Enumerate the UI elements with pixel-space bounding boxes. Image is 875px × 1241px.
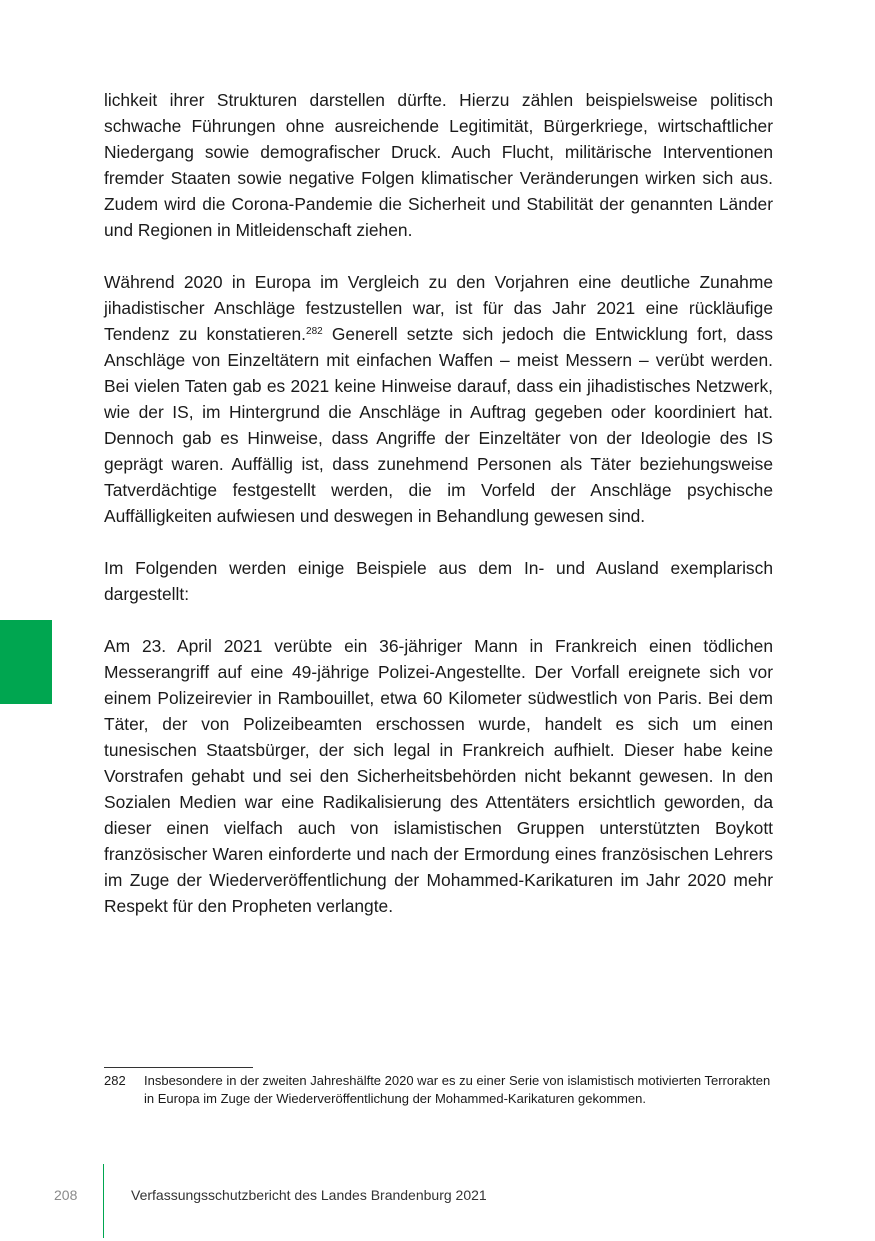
body-paragraph-4: Am 23. April 2021 verübte ein 36-jähriger Mann in Frankreich einen tödlichen Messerangriff auf eine 49-jährige Polizei-Angestellte. Der Vorfall ereignete sich vor einem Polizeirevier in Rambouillet, etwa 60 Kilometer südwestlich von Paris. Bei dem Täter, der von Polizeibeamten erschossen wurde, handelt es sich um einen tunesischen Staatsbürger, der sich legal in Frankreich aufhielt. Dieser habe keine Vorstrafen gehabt und sei den Sicherheitsbehörden nicht bekannt gewesen. In den Sozialen Medien war eine Radikalisierung des Attentäters ersichtlich geworden, da dieser einen vielfach auch von islamistischen Gruppen unterstützten Boykott französischer Waren einforderte und nach der Ermordung eines französischen Lehrers im Zuge der Wiederveröffentlichung der Mohammed-Karikaturen im Jahr 2020 mehr Respekt für den Propheten verlangte. — [104, 636, 773, 916]
main-content — [104, 87, 773, 945]
footnote-number: 282 — [104, 1073, 126, 1088]
footer-divider — [103, 1164, 104, 1238]
page-number: 208 — [54, 1187, 78, 1203]
footnote-text: Insbesondere in der zweiten Jahreshälfte 2020 war es zu einer Serie von islamistisch motivierten Terrorakten in Europa im Zuge der Wiederveröffentlichung der Mohammed-Karikaturen gekommen. — [144, 1073, 771, 1106]
footnote-separator — [104, 1067, 253, 1068]
paragraph-2-text-after: Generell setzte sich jedoch die Entwicklung fort, dass Anschläge von Einzeltätern mit einfachen Waffen – meist Messern – verübt werden. Bei vielen Taten gab es 2021 keine Hinweise darauf, dass ein jihadistisches Netzwerk, wie der IS, im Hintergrund die Anschläge in Auftrag gegeben oder koordiniert hat. Dennoch gab es Hinweise, dass Angriffe der Einzeltäter von der Ideologie des IS geprägt waren. Auffällig ist, dass zunehmend Personen als Täter beziehungsweise Tatverdächtige festgestellt werden, die im Vorfeld der Anschläge psychische Auffälligkeiten aufwiesen und deswegen in Behandlung gewesen sind. — [104, 324, 773, 526]
footnote-282 — [104, 1072, 773, 1108]
paragraph-2-text-before: Während 2020 in Europa im Vergleich zu den Vorjahren eine deutliche Zunahme jihadistischer Anschläge festzustellen war, ist für das Jahr 2021 eine rückläufige Tendenz zu konstatieren. — [104, 272, 773, 344]
chapter-marker-tab — [0, 620, 52, 704]
running-footer-title: Verfassungsschutzbericht des Landes Brandenburg 2021 — [131, 1187, 487, 1203]
body-paragraph-3: Im Folgenden werden einige Beispiele aus dem In- und Ausland exemplarisch dargestellt: — [104, 558, 773, 604]
body-paragraph-2 — [104, 269, 773, 529]
footnote-reference-282[interactable]: 282 — [306, 326, 323, 337]
body-paragraph-1: lichkeit ihrer Strukturen darstellen dürfte. Hierzu zählen beispielsweise politisch schwache Führungen ohne ausreichende Legitimität, Bürgerkriege, wirtschaftlicher Niedergang sowie demografischer Druck. Auch Flucht, militärische Interventionen fremder Staaten sowie negative Folgen klimatischer Veränderungen wirken sich aus. Zudem wird die Corona-Pandemie die Sicherheit und Stabilität der genannten Länder und Regionen in Mitleidenschaft ziehen. — [104, 90, 773, 240]
